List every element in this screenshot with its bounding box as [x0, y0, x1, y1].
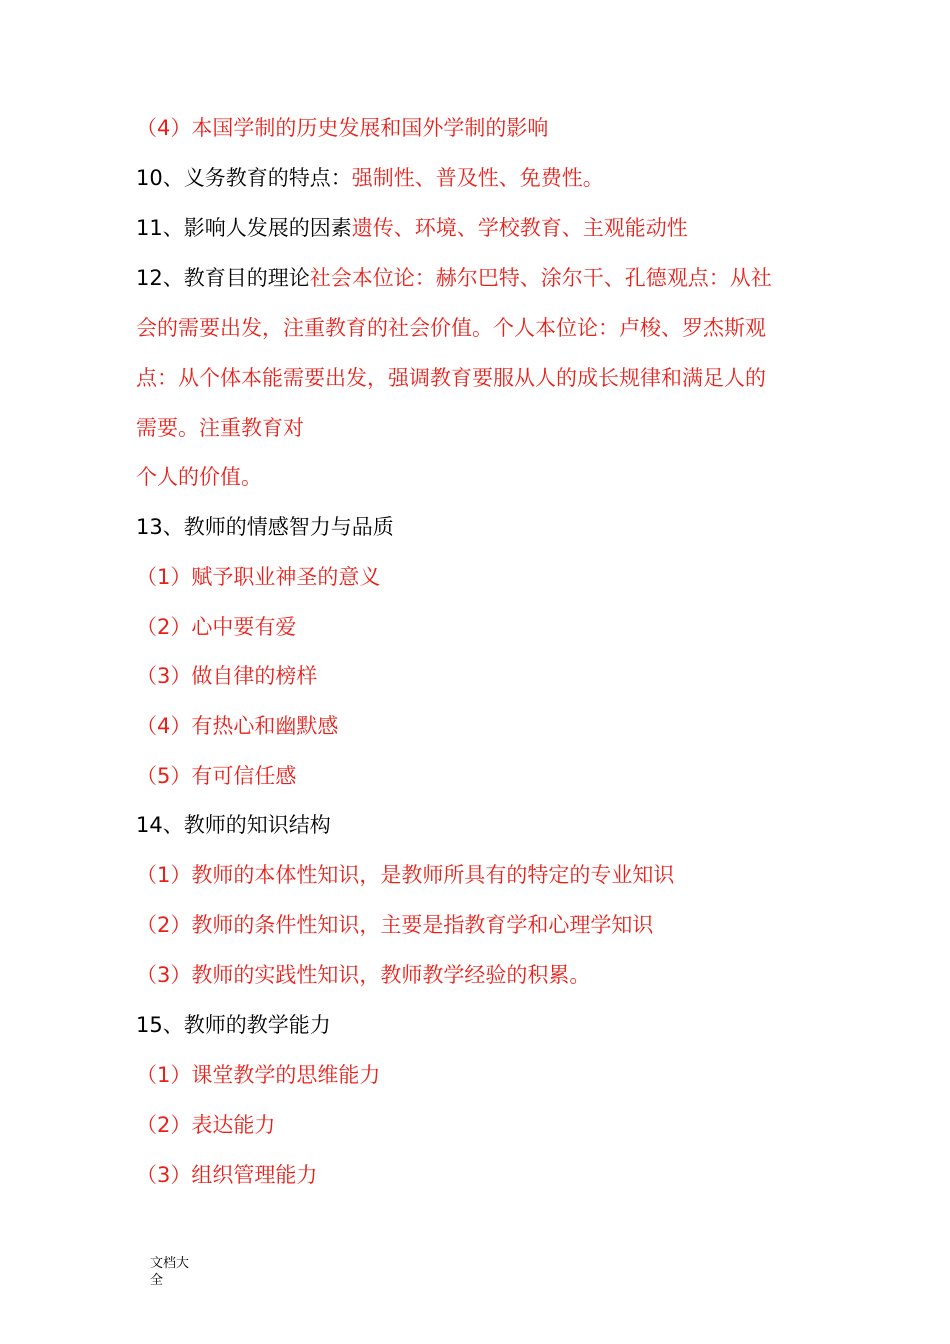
highlighted-text: （5）有可信任感 [136, 764, 297, 788]
text-line [136, 215, 826, 241]
highlighted-text: （1）课堂教学的思维能力 [136, 1063, 381, 1087]
page-footer [150, 1255, 210, 1289]
plain-text: 10、义务教育的特点： [136, 166, 352, 190]
highlighted-text: （2）教师的条件性知识，主要是指教育学和心理学知识 [136, 913, 654, 937]
text-line [136, 1162, 826, 1188]
text-line [136, 315, 826, 341]
plain-text: 13、教师的情感智力与品质 [136, 515, 394, 539]
text-line [136, 464, 826, 490]
text-line [136, 663, 826, 689]
highlighted-text: （2）表达能力 [136, 1113, 276, 1137]
text-line [136, 912, 826, 938]
footer-line-1: 文档大 [150, 1256, 190, 1271]
highlighted-text: 会的需要出发，注重教育的社会价值。个人本位论：卢梭、罗杰斯观 [136, 316, 766, 340]
text-line [136, 962, 826, 988]
highlighted-text: （4）有热心和幽默感 [136, 714, 339, 738]
text-line [136, 265, 826, 291]
text-line [136, 564, 826, 590]
plain-text: 12、教育目的理论 [136, 266, 310, 290]
text-line [136, 713, 826, 739]
text-line [136, 415, 826, 441]
highlighted-text: 个人的价值。 [136, 465, 262, 489]
text-line [136, 1062, 826, 1088]
text-line [136, 514, 826, 540]
highlighted-text: （2）心中要有爱 [136, 615, 297, 639]
text-line [136, 1012, 826, 1038]
text-line [136, 115, 826, 141]
text-line [136, 763, 826, 789]
highlighted-text: （1）教师的本体性知识，是教师所具有的特定的专业知识 [136, 863, 675, 887]
text-line [136, 365, 826, 391]
highlighted-text: 需要。注重教育对 [136, 416, 304, 440]
text-line [136, 165, 826, 191]
highlighted-text: （4）本国学制的历史发展和国外学制的影响 [136, 116, 549, 140]
text-line [136, 614, 826, 640]
plain-text: 15、教师的教学能力 [136, 1013, 331, 1037]
plain-text: 14、教师的知识结构 [136, 813, 331, 837]
highlighted-text: 社会本位论：赫尔巴特、涂尔干、孔德观点：从社 [309, 266, 772, 290]
footer-line-2: 全 [150, 1273, 164, 1288]
highlighted-text: （3）组织管理能力 [136, 1163, 318, 1187]
highlighted-text: （3）教师的实践性知识，教师教学经验的积累。 [136, 963, 591, 987]
plain-text: 11、影响人发展的因素 [136, 216, 352, 240]
highlighted-text: 点：从个体本能需要出发，强调教育要服从人的成长规律和满足人的 [136, 366, 766, 390]
highlighted-text: （1）赋予职业神圣的意义 [136, 565, 381, 589]
highlighted-text: 遗传、环境、学校教育、主观能动性 [351, 216, 688, 240]
highlighted-text: 强制性、普及性、免费性。 [351, 166, 604, 190]
highlighted-text: （3）做自律的榜样 [136, 664, 318, 688]
text-line [136, 812, 826, 838]
text-line [136, 1112, 826, 1138]
text-line [136, 862, 826, 888]
